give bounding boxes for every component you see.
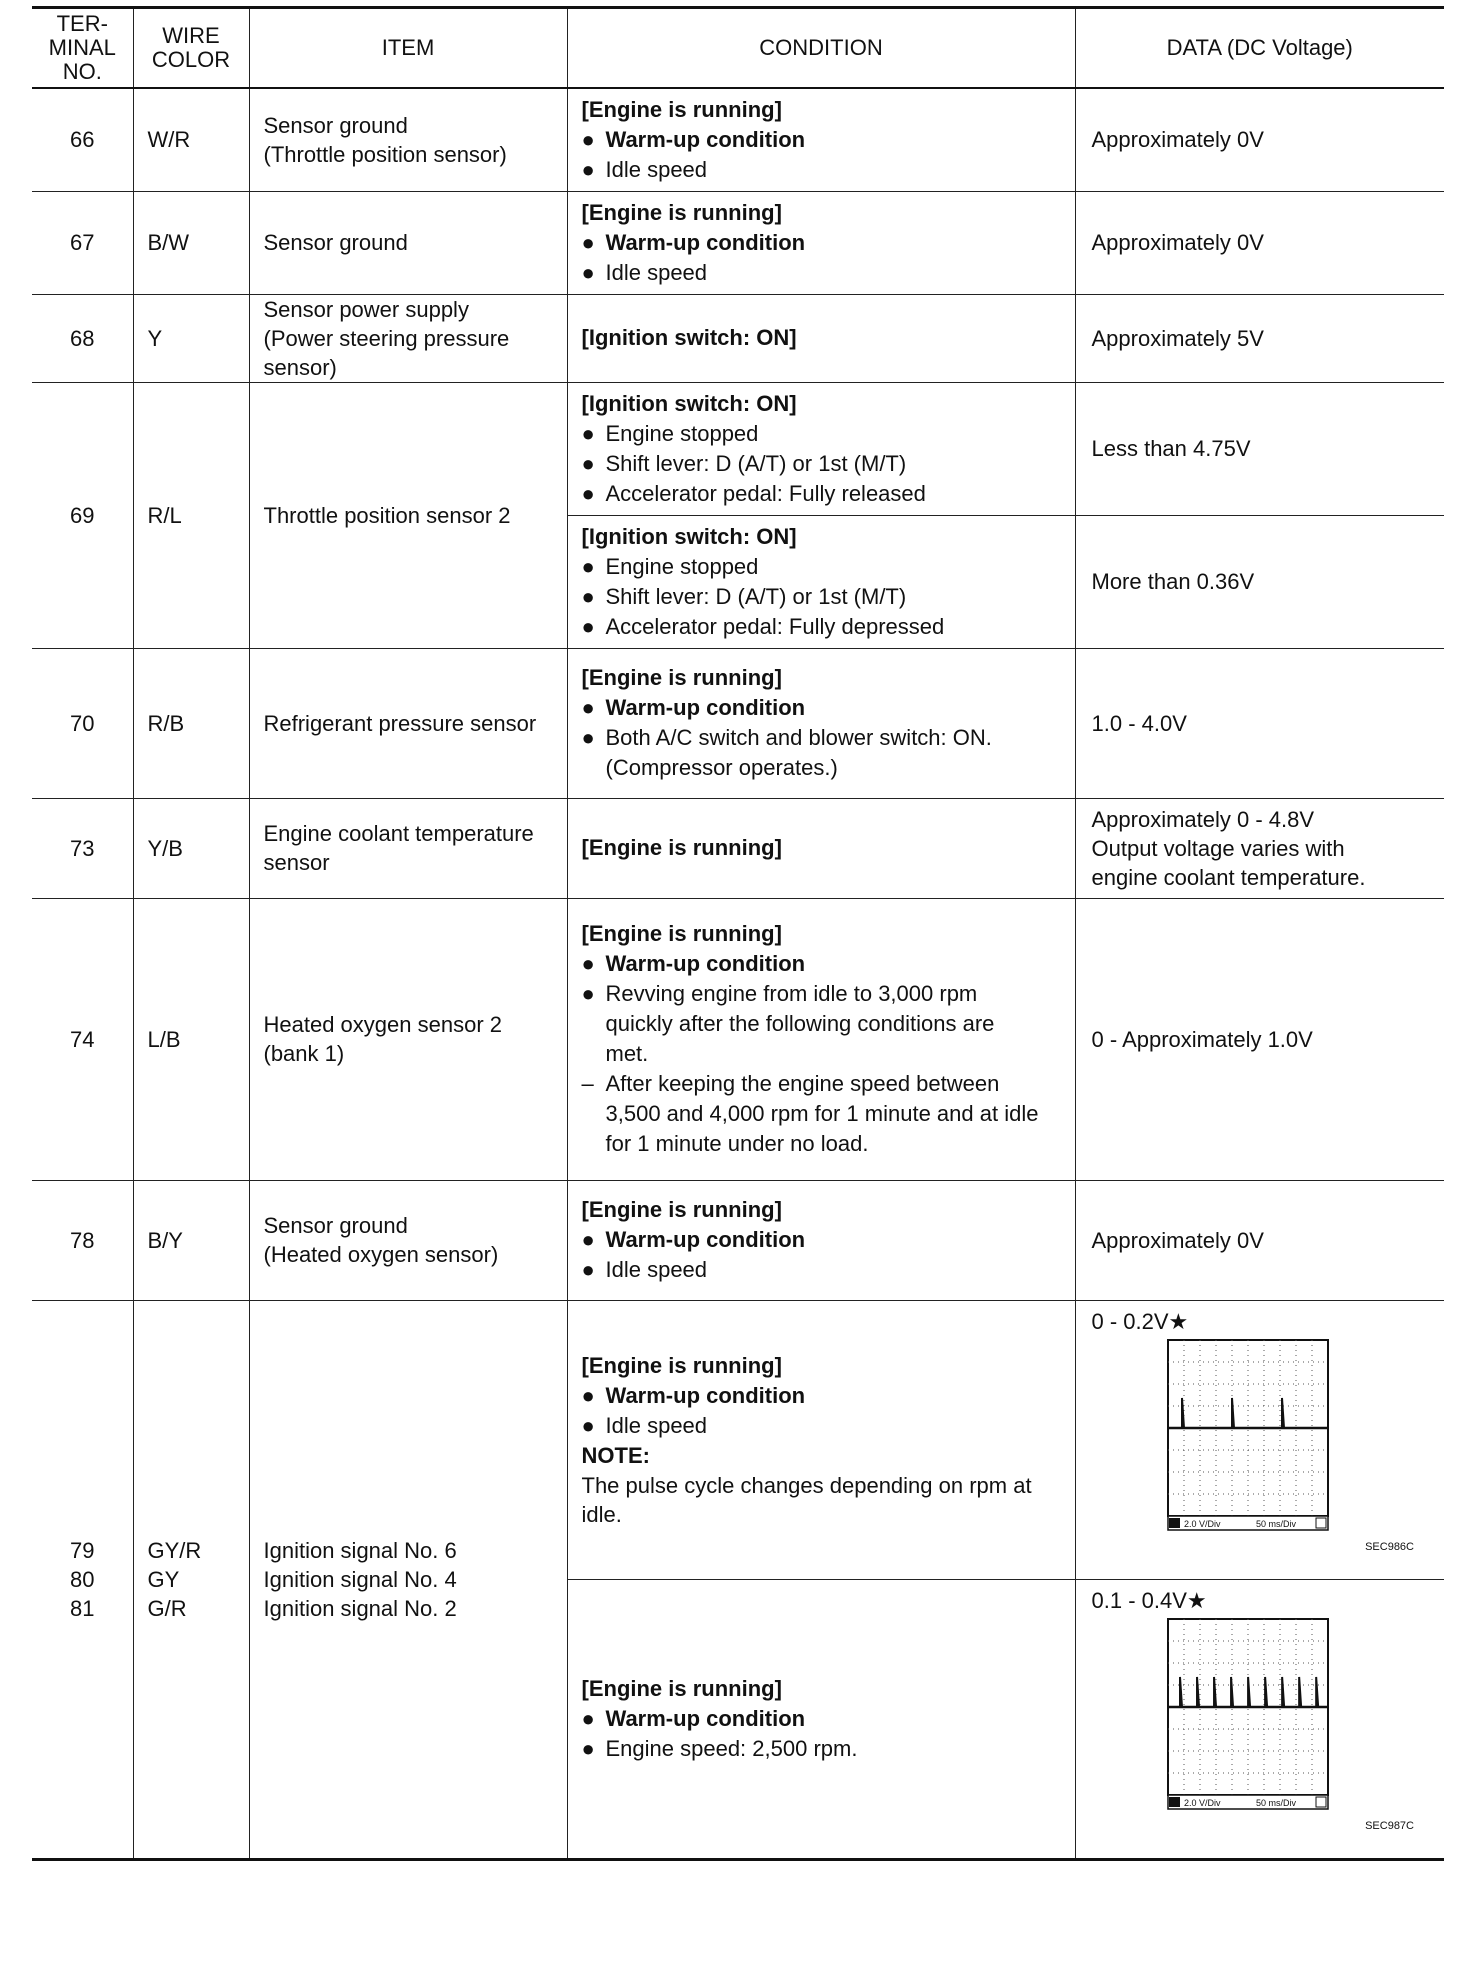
condition	[567, 1579, 1075, 1859]
wire-color: Y/B	[133, 798, 249, 898]
condition-bullet: ● Idle speed	[582, 258, 1061, 288]
table-row	[32, 648, 1444, 798]
table-row	[32, 1180, 1444, 1300]
item: Sensor power supply (Power steering pressure sensor)	[249, 294, 567, 382]
bullet-icon: ●	[581, 613, 595, 639]
condition	[567, 1300, 1075, 1579]
condition	[567, 798, 1075, 898]
table-row	[32, 798, 1444, 898]
bullet-icon: ●	[581, 259, 595, 285]
terminal-no: 66	[32, 88, 133, 192]
bullet-icon: ●	[581, 126, 595, 152]
terminal-no: 79 80 81	[32, 1300, 133, 1859]
data-value-text: 0 - 0.2V	[1091, 1308, 1169, 1334]
bullet-icon: ●	[581, 1735, 595, 1761]
item: Engine coolant temperature sensor	[249, 798, 567, 898]
bullet-icon: ●	[581, 695, 595, 720]
bullet-icon: ●	[581, 1227, 595, 1252]
condition-title: [Engine is running]	[581, 1352, 782, 1378]
bullet-icon: ●	[581, 480, 595, 506]
star-icon: ★	[1186, 1587, 1207, 1613]
ecm-terminal-table	[32, 6, 1444, 1861]
condition-title: [Engine is running]	[581, 96, 782, 122]
bullet-icon: ●	[581, 553, 595, 579]
condition	[567, 294, 1075, 382]
condition-title: [Engine is running]	[581, 835, 782, 860]
condition	[567, 191, 1075, 294]
condition-bullet: ● Both A/C switch and blower switch: ON. (Compressor operates.)	[581, 725, 992, 780]
condition-bullet: ● Engine speed: 2,500 rpm.	[582, 1734, 1061, 1764]
condition-bullet: ● Accelerator pedal: Fully depressed	[582, 612, 1061, 642]
dash-icon: –	[581, 1071, 594, 1096]
data-value: 1.0 - 4.0V	[1075, 648, 1444, 798]
wire-color: GY/R GY G/R	[133, 1300, 249, 1859]
data-value: Approximately 0V	[1075, 1180, 1444, 1300]
condition-bullet: ● Engine stopped	[582, 419, 1061, 449]
wire-color: R/B	[133, 648, 249, 798]
condition-bullet: ● Accelerator pedal: Fully released	[582, 479, 1061, 509]
condition-title: [Engine is running]	[581, 1675, 782, 1701]
condition-bullet: ● Warm-up condition	[582, 1381, 1061, 1411]
condition-bullet: ● Idle speed	[582, 1255, 1061, 1285]
item: Sensor ground (Throttle position sensor)	[249, 88, 567, 192]
table-row	[32, 88, 1444, 192]
oscilloscope-waveform	[1092, 1615, 1427, 1847]
scope-square-icon	[1316, 1797, 1326, 1807]
table-row	[32, 382, 1444, 515]
wire-color: B/W	[133, 191, 249, 294]
condition-bullet: ● Revving engine from idle to 3,000 rpm quickly after the following conditions are met.	[581, 981, 995, 1066]
data-value	[1075, 1300, 1444, 1579]
condition-title: [Ignition switch: ON]	[581, 390, 797, 416]
condition	[567, 1180, 1075, 1300]
data-value	[1075, 1579, 1444, 1859]
header-item: ITEM	[249, 8, 567, 88]
condition	[567, 88, 1075, 192]
condition-title: [Ignition switch: ON]	[581, 523, 797, 549]
condition-bullet: ● Warm-up condition	[582, 949, 1061, 979]
wire-color: W/R	[133, 88, 249, 192]
item: Refrigerant pressure sensor	[249, 648, 567, 798]
terminal-no: 69	[32, 382, 133, 648]
note-title: NOTE:	[581, 1442, 650, 1468]
table-row	[32, 1300, 1444, 1579]
condition-bullet: ● Idle speed	[582, 155, 1061, 185]
condition-bullet: ● Warm-up condition	[582, 1225, 1061, 1255]
wire-color: R/L	[133, 382, 249, 648]
condition-title: [Ignition switch: ON]	[581, 325, 797, 350]
scope-time-div: 50 ms/Div	[1255, 1797, 1296, 1808]
data-value: Approximately 5V	[1075, 294, 1444, 382]
condition-title: [Engine is running]	[581, 665, 782, 690]
item: Heated oxygen sensor 2 (bank 1)	[249, 898, 567, 1180]
header-condition: CONDITION	[567, 8, 1075, 88]
condition-bullet: ● Warm-up condition	[582, 693, 1061, 723]
data-value: Approximately 0 - 4.8V Output voltage varies with engine coolant temperature.	[1075, 798, 1444, 898]
table-row	[32, 191, 1444, 294]
bullet-icon: ●	[581, 1412, 595, 1438]
bullet-icon: ●	[581, 156, 595, 182]
bullet-icon: ●	[581, 229, 595, 255]
condition-bullet: ● Warm-up condition	[582, 125, 1061, 155]
data-value: Less than 4.75V	[1075, 382, 1444, 515]
condition-bullet: ● Shift lever: D (A/T) or 1st (M/T)	[582, 582, 1061, 612]
condition-subitem: – After keeping the engine speed between 3,500 and 4,000 rpm for 1 minute and at idle for 1 minute under no load.	[581, 1071, 1039, 1156]
scope-square-icon	[1316, 1518, 1326, 1528]
star-icon: ★	[1168, 1308, 1189, 1334]
terminal-table-sheet	[32, 6, 1444, 1861]
terminal-no: 67	[32, 191, 133, 294]
scope-volt-div: 2.0 V/Div	[1183, 1518, 1221, 1529]
header-row	[32, 8, 1444, 88]
bullet-icon: ●	[581, 583, 595, 609]
condition-bullet: ● Shift lever: D (A/T) or 1st (M/T)	[582, 449, 1061, 479]
condition-title: [Engine is running]	[581, 921, 782, 946]
condition	[567, 898, 1075, 1180]
bullet-icon: ●	[581, 1705, 595, 1731]
terminal-no: 73	[32, 798, 133, 898]
bullet-icon: ●	[581, 420, 595, 446]
bullet-icon: ●	[581, 981, 595, 1006]
item: Throttle position sensor 2	[249, 382, 567, 648]
data-value-text: 0.1 - 0.4V	[1091, 1587, 1187, 1613]
scope-trigger-icon	[1169, 1518, 1180, 1528]
terminal-no: 74	[32, 898, 133, 1180]
wire-color: L/B	[133, 898, 249, 1180]
scope-time-div: 50 ms/Div	[1255, 1518, 1296, 1529]
condition-bullet: ● Idle speed	[582, 1411, 1061, 1441]
bullet-icon: ●	[581, 725, 595, 750]
condition-title: [Engine is running]	[581, 199, 782, 225]
figure-id: SEC986C	[1364, 1540, 1414, 1553]
wire-color: Y	[133, 294, 249, 382]
data-value: Approximately 0V	[1075, 88, 1444, 192]
condition	[567, 382, 1075, 515]
bullet-icon: ●	[581, 450, 595, 476]
condition-title: [Engine is running]	[581, 1197, 782, 1222]
bullet-icon: ●	[581, 1382, 595, 1408]
condition-bullet: ● Engine stopped	[582, 552, 1061, 582]
note-text: The pulse cycle changes depending on rpm at idle.	[581, 1472, 1032, 1527]
figure-id: SEC987C	[1364, 1819, 1414, 1832]
condition-bullet: ● Warm-up condition	[582, 228, 1061, 258]
item: Ignition signal No. 6 Ignition signal No. 4 Ignition signal No. 2	[249, 1300, 567, 1859]
data-value: 0 - Approximately 1.0V	[1075, 898, 1444, 1180]
item: Sensor ground (Heated oxygen sensor)	[249, 1180, 567, 1300]
wire-color: B/Y	[133, 1180, 249, 1300]
data-value: Approximately 0V	[1075, 191, 1444, 294]
scope-trigger-icon	[1169, 1797, 1180, 1807]
terminal-no: 78	[32, 1180, 133, 1300]
item: Sensor ground	[249, 191, 567, 294]
table-row	[32, 898, 1444, 1180]
terminal-no: 68	[32, 294, 133, 382]
bullet-icon: ●	[581, 1257, 595, 1282]
condition-bullet: ● Warm-up condition	[582, 1704, 1061, 1734]
scope-volt-div: 2.0 V/Div	[1183, 1797, 1221, 1808]
terminal-no: 70	[32, 648, 133, 798]
oscilloscope-waveform	[1092, 1336, 1427, 1568]
header-terminal: TER- MINAL NO.	[32, 8, 133, 88]
table-row	[32, 294, 1444, 382]
header-wire-color: WIRE COLOR	[133, 8, 249, 88]
condition	[567, 515, 1075, 648]
condition	[567, 648, 1075, 798]
bullet-icon: ●	[581, 951, 595, 976]
header-data: DATA (DC Voltage)	[1075, 8, 1444, 88]
data-value: More than 0.36V	[1075, 515, 1444, 648]
